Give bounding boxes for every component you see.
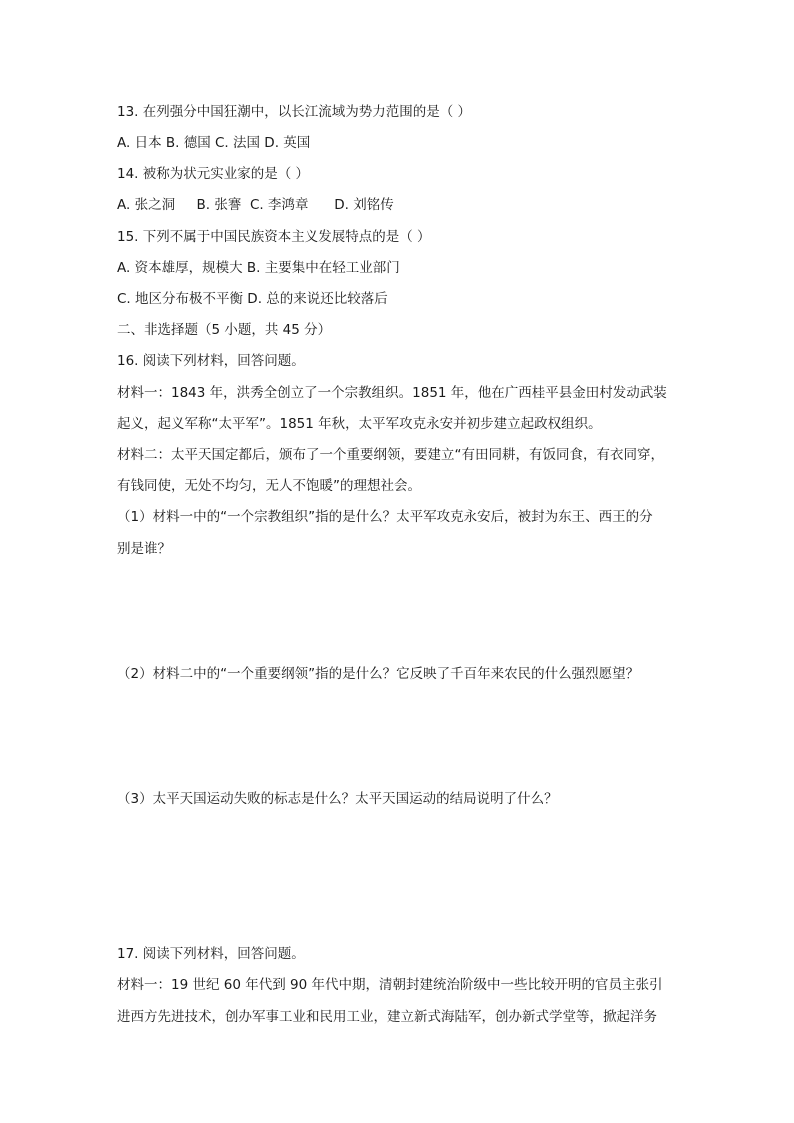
question-17-stem: 17. 阅读下列材料，回答问题。: [117, 946, 305, 962]
question-13-options: A. 日本 B. 德国 C. 法国 D. 英国: [117, 135, 311, 151]
section-2-title: 二、非选择题（5 小题，共 45 分）: [117, 322, 332, 338]
question-16-material1-line1: 材料一：1843 年，洪秀全创立了一个宗教组织。1851 年，他在广西桂平县金田村发动武装: [117, 385, 667, 401]
question-17-material1-line2: 进西方先进技术，创办军事工业和民用工业，建立新式海陆军，创办新式学堂等，掀起洋务: [117, 1009, 657, 1025]
question-14-options: A. 张之洞 B. 张謇 C. 李鸿章 D. 刘铭传: [117, 197, 394, 213]
question-15-stem: 15. 下列不属于中国民族资本主义发展特点的是（ ）: [117, 229, 431, 245]
question-16-sub2: （2）材料二中的“一个重要纲领”指的是什么？它反映了千百年来农民的什么强烈愿望？: [117, 666, 640, 682]
question-16-material1-line2: 起义，起义军称“太平军”。1851 年秋，太平军攻克永安并初步建立起政权组织。: [117, 416, 602, 432]
question-16-sub3: （3）太平天国运动失败的标志是什么？太平天国运动的结局说明了什么？: [117, 791, 558, 807]
question-17-material1-line1: 材料一：19 世纪 60 年代到 90 年代中期，清朝封建统治阶级中一些比较开明的官员主张引: [117, 977, 663, 993]
question-16-material2-line2: 有钱同使，无处不均匀，无人不饱暖”的理想社会。: [117, 478, 421, 494]
question-16-material2-line1: 材料二：太平天国定都后，颁布了一个重要纲领，要建立“有田同耕，有饭同食，有衣同穿，: [117, 447, 664, 463]
question-16-stem: 16. 阅读下列材料，回答问题。: [117, 353, 305, 369]
question-16-sub1-line2: 别是谁？: [117, 541, 171, 557]
question-15-options-line1: A. 资本雄厚，规模大 B. 主要集中在轻工业部门: [117, 260, 400, 276]
question-15-options-line2: C. 地区分布极不平衡 D. 总的来说还比较落后: [117, 291, 388, 307]
question-16-sub1-line1: （1）材料一中的“一个宗教组织”指的是什么？太平军攻克永安后，被封为东王、西王的分: [117, 509, 653, 525]
question-13-stem: 13. 在列强分中国狂潮中，以长江流域为势力范围的是（ ）: [117, 104, 472, 120]
question-14-stem: 14. 被称为状元实业家的是（ ）: [117, 166, 310, 182]
